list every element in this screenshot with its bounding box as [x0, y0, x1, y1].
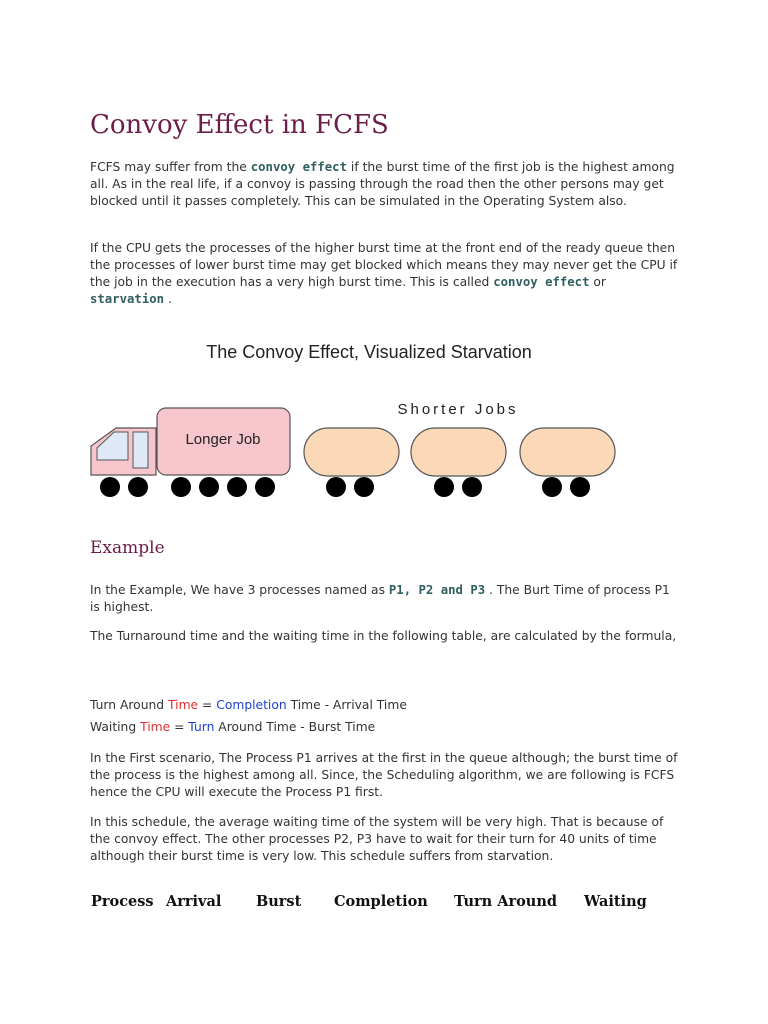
formula1-c: = [198, 698, 217, 712]
formula2-d: Turn [188, 720, 215, 734]
shorter-job-tank-2 [411, 428, 506, 476]
example-text-before: In the Example, We have 3 processes named as [90, 583, 389, 597]
table-header-burst: Burst [256, 893, 302, 910]
formula1-b: Time [168, 698, 199, 712]
scenario-paragraph: In the First scenario, The Process P1 arrives at the first in the queue although; the burst time of the process is the highest among all. Since, the Scheduling algorithm, we are following is FCFS hence the CPU will execute the Process P1 first. [90, 751, 678, 799]
schedule-paragraph: In this schedule, the average waiting time of the system will be very high. That is because of the convoy effect. The other processes P2, P3 have to wait for their turn for 40 units of time although their burst time is very low. This schedule suffers from starvation. [90, 815, 664, 863]
formula2-b: Time [140, 720, 171, 734]
wheel [542, 477, 562, 497]
example-heading: Example [90, 538, 165, 558]
shorter-job-tank-3 [520, 428, 615, 476]
example-paragraph [90, 582, 680, 616]
truck-window-side [133, 432, 148, 468]
intro-text-before: FCFS may suffer from the [90, 160, 251, 174]
wheel [171, 477, 191, 497]
turnaround-formula [90, 698, 407, 712]
wheel [199, 477, 219, 497]
table-header-turn-around: Turn Around [454, 893, 558, 910]
wheel [570, 477, 590, 497]
wheel [326, 477, 346, 497]
cpu-text-before: If the CPU gets the processes of the higher burst time at the front end of the ready queue then the processes of lower burst time may get blocked which means they may never get the CPU if the job in the execution has a very high burst time. This is called [90, 241, 678, 289]
wheel [255, 477, 275, 497]
wheel [100, 477, 120, 497]
convoy-effect-term-2: convoy effect [493, 275, 590, 289]
example-text-after: . The Burt Time of process P1 is highest. [90, 583, 670, 614]
formula1-d: Completion [216, 698, 287, 712]
wheel [227, 477, 247, 497]
figure-title: The Convoy Effect, Visualized Starvation [206, 342, 532, 362]
convoy-figure [0, 330, 768, 510]
truck-window-front [97, 432, 128, 460]
page-title: Convoy Effect in FCFS [90, 110, 389, 140]
table-header-completion: Completion [334, 893, 428, 910]
starvation-term: starvation [90, 292, 165, 306]
formula1-a: Turn Around [90, 698, 169, 712]
wheel [434, 477, 454, 497]
formula2-a: Waiting [90, 720, 141, 734]
longer-job-label: Longer Job [185, 431, 261, 448]
cpu-text-after: . [164, 292, 172, 306]
process-names-term: P1, P2 and P3 [388, 583, 486, 597]
table-header-process: Process [91, 893, 154, 910]
wheel [354, 477, 374, 497]
shorter-jobs-label: Shorter Jobs [397, 401, 519, 418]
convoy-effect-term: convoy effect [250, 160, 347, 174]
intro-paragraph [90, 159, 680, 210]
cpu-paragraph [90, 240, 680, 308]
wheel [128, 477, 148, 497]
table-header-arrival: Arrival [166, 893, 222, 910]
formula2-e: Around Time - Burst Time [214, 720, 376, 734]
table-header-waiting: Waiting [584, 893, 647, 910]
wheel [462, 477, 482, 497]
shorter-job-tank-1 [304, 428, 399, 476]
waiting-formula [90, 720, 375, 734]
formula-intro-paragraph: The Turnaround time and the waiting time in the following table, are calculated by the formula, [90, 629, 677, 643]
intro-text-after: if the burst time of the first job is the highest among all. As in the real life, if a convoy is passing through the road then the other persons may get blocked until it passes completely. This can be simulated in the Operating System also. [90, 160, 675, 208]
formula1-e: Time - Arrival Time [286, 698, 407, 712]
cpu-text-middle: or [589, 275, 606, 289]
formula2-c: = [170, 720, 189, 734]
